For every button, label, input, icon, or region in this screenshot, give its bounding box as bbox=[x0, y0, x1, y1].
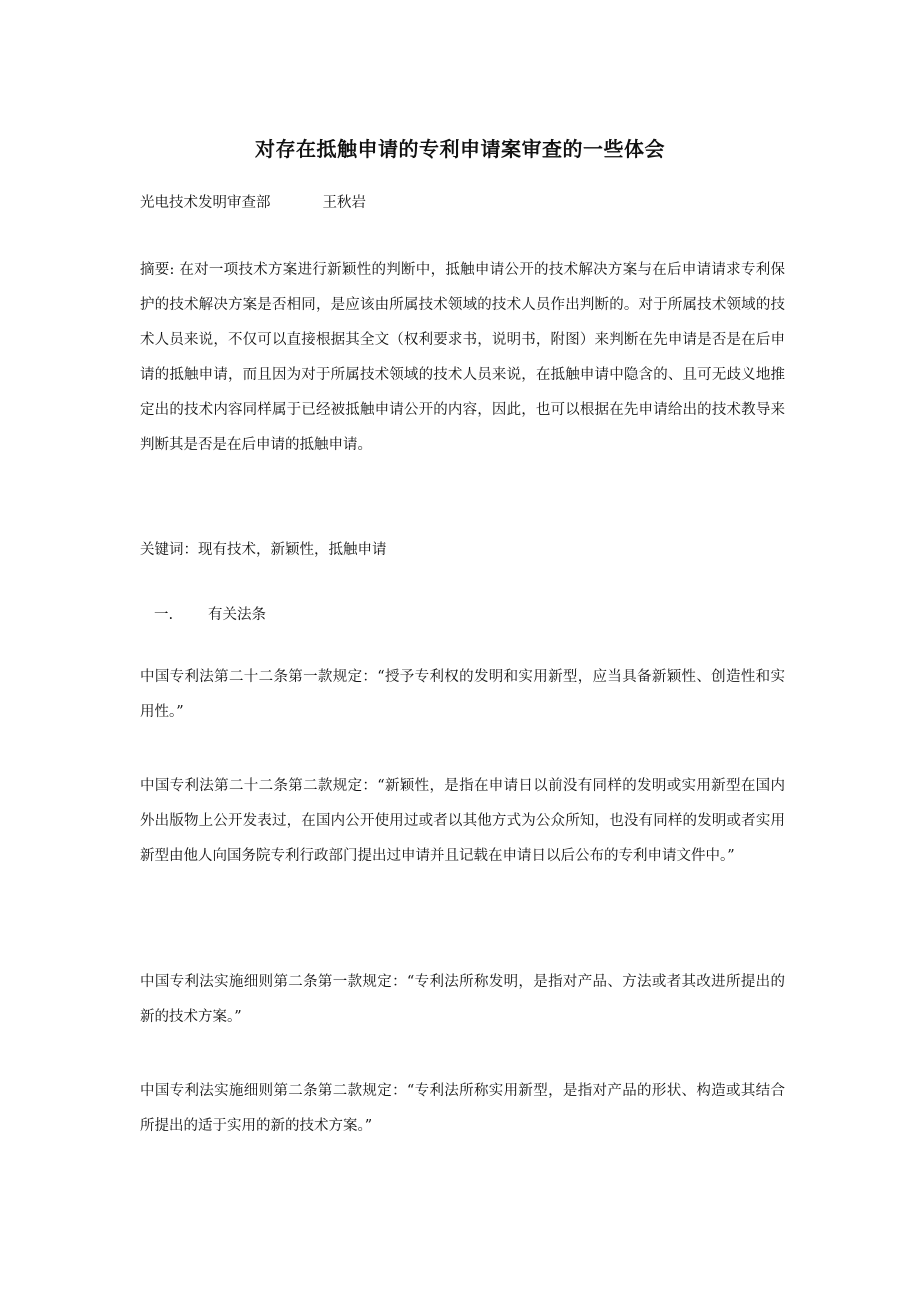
abstract-label: 摘要: bbox=[140, 262, 175, 278]
author: 王秋岩 bbox=[322, 195, 366, 211]
abstract bbox=[140, 253, 785, 463]
document-title: 对存在抵触申请的专利申请案审查的一些体会 bbox=[255, 137, 665, 162]
law-paragraph: 中国专利法第二十二条第一款规定：“授予专利权的发明和实用新型，应当具备新颖性、创造性和实用性。” bbox=[140, 669, 785, 720]
section-title: 有关法条 bbox=[208, 607, 266, 623]
section-heading bbox=[154, 598, 266, 633]
abstract-text: 在对一项技术方案进行新颖性的判断中，抵触申请公开的技术解决方案与在后申请请求专利保护的技术解决方案是否相同，是应该由所属技术领域的技术人员作出判断的。对于所属技术领域的技术人员来说，不仅可以直接根据其全文（权利要求书，说明书，附图）来判断在先申请是否是在后申请的抵触申请，而且因为对于所属技术领域的技术人员来说，在抵触申请中隐含的、且可无歧义地推定出的技术内容同样属于已经被抵触申请公开的内容，因此，也可以根据在先申请给出的技术教导来判断其是否是在后申请的抵触申请。 bbox=[140, 262, 786, 453]
section-number: 一. bbox=[154, 607, 174, 623]
byline bbox=[140, 192, 366, 214]
law-paragraph: 中国专利法实施细则第二条第一款规定：“专利法所称发明，是指对产品、方法或者其改进所提出的新的技术方案。” bbox=[140, 974, 785, 1025]
law-paragraph: 中国专利法第二十二条第二款规定：“新颖性，是指在申请日以前没有同样的发明或实用新型在国内外出版物上公开发表过，在国内公开使用过或者以其他方式为公众所知，也没有同样的发明或者实用新型由他人向国务院专利行政部门提出过申请并且记载在申请日以后公布的专利申请文件中。” bbox=[140, 778, 785, 864]
department: 光电技术发明审查部 bbox=[140, 195, 271, 211]
law-paragraph: 中国专利法实施细则第二条第二款规定：“专利法所称实用新型，是指对产品的形状、构造或其结合所提出的适于实用的新的技术方案。” bbox=[140, 1083, 785, 1134]
keywords: 关键词：现有技术，新颖性，抵触申请 bbox=[140, 542, 387, 558]
